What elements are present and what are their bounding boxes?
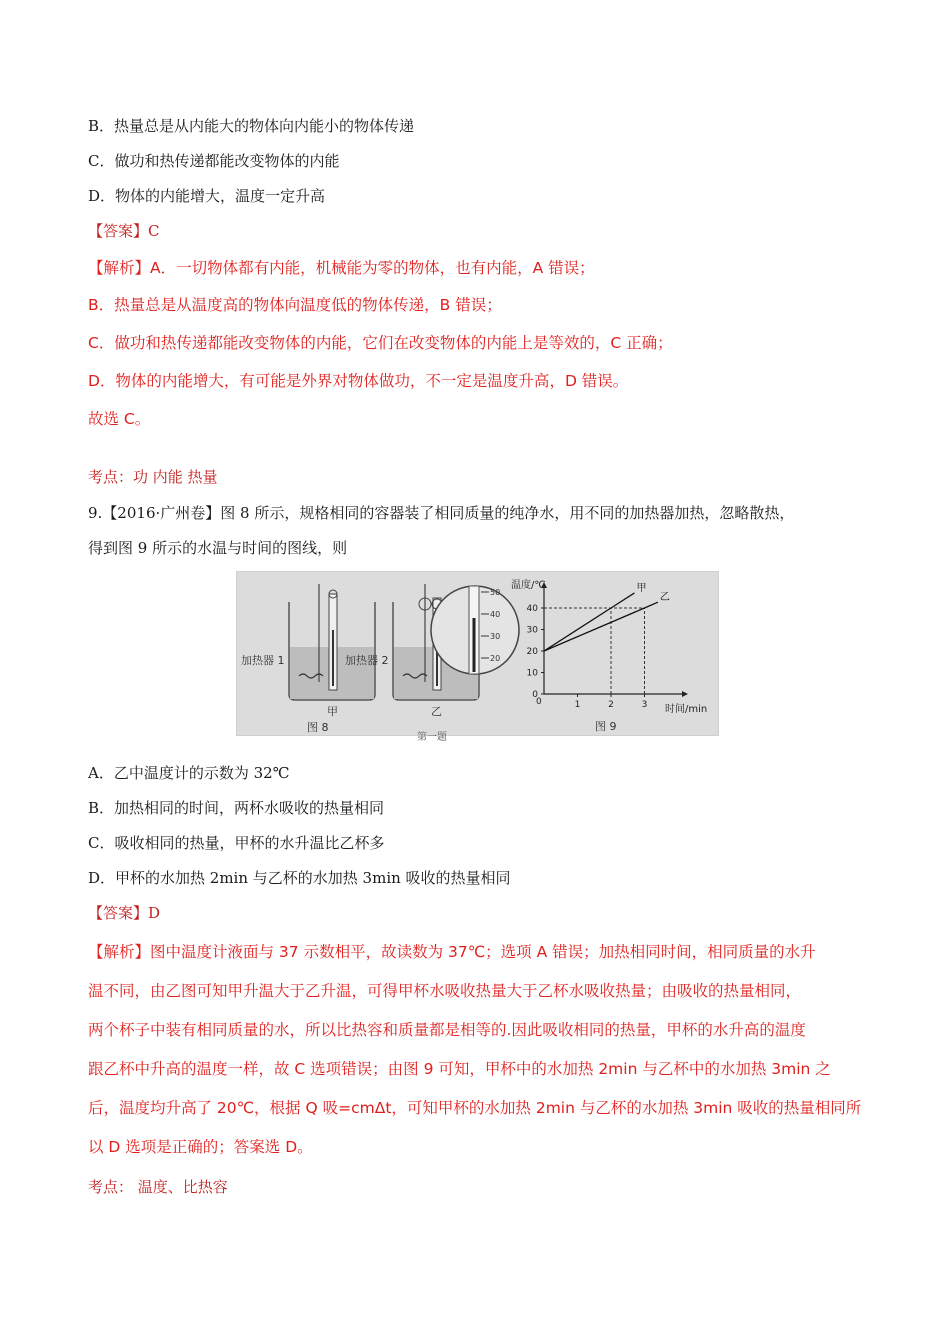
q9-analysis-line-3: 两个杯子中装有相同质量的水，所以比热容和质量都是相等的.因此吸收相同的热量，甲杯的水升高的温度 [88,1021,806,1039]
q8-analysis-line-4: D．物体的内能增大，有可能是外界对物体做功，不一定是温度升高，D 错误。 [88,372,629,390]
q9-analysis-line-2: 温不同，由乙图可知甲升温大于乙升温，可得甲杯水吸收热量大于乙杯水吸收热量；由吸收的热量相同， [88,982,802,1000]
q8-option-c: C．做功和热传递都能改变物体的内能 [88,152,340,170]
q9-analysis-line-4: 跟乙杯中升高的温度一样，故 C 选项错误；由图 9 可知，甲杯中的水加热 2min 与乙杯中的水加热 3min 之 [88,1060,831,1078]
origin-label: 0 [536,697,542,707]
q8-analysis-line-3: C．做功和热传递都能改变物体的内能，它们在改变物体的内能上是等效的，C 正确； [88,334,673,352]
q9-kaodian: 考点： 温度、比热容 [88,1178,228,1196]
q9-option-b: B．加热相同的时间，两杯水吸收的热量相同 [88,799,385,817]
q9-analysis-line-5: 后，温度均升高了 20℃，根据 Q 吸=cmΔt，可知甲杯的水加热 2min 与乙杯的水加热 3min 吸收的热量相同所 [88,1099,862,1117]
q9-option-c: C．吸收相同的热量，甲杯的水升温比乙杯多 [88,834,385,852]
q9-figure [236,571,719,743]
heater-2-label: 加热器 2 [345,654,389,667]
q9-option-d: D．甲杯的水加热 2min 与乙杯的水加热 3min 吸收的热量相同 [88,869,511,887]
figure-partial-caption: 第一题 [417,732,447,743]
q8-option-b: B．热量总是从内能大的物体向内能小的物体传递 [88,117,415,135]
x-axis-arrow [682,691,688,697]
q9-answer: 【答案】D [88,904,161,922]
thermo-tick-40: 40 [490,610,501,619]
thermo-tick-50: 50 [490,588,501,597]
y-tick-label-30: 30 [526,625,538,636]
series-label-jia: 甲 [636,582,647,594]
q9-analysis-line-6: 以 D 选项是正确的；答案选 D。 [88,1138,313,1156]
series-line-yi [544,602,658,651]
beaker-yi-label: 乙 [431,705,442,718]
series-line-jia [544,593,634,651]
y-tick-label-20: 20 [526,647,538,657]
x-tick-label-1: 1 [574,700,581,710]
x-axis-label: 时间/min [665,704,708,715]
figure-8-caption: 图 8 [307,721,329,734]
x-tick-label-3: 3 [641,700,648,710]
y-axis-label: 温度/℃ [511,580,546,591]
y-tick-label-10: 10 [526,668,538,679]
heater-1-label: 加热器 1 [241,654,285,667]
magnified-thermometer [431,586,519,674]
x-tick-label-2: 2 [608,700,614,710]
thermo-tick-30: 30 [490,632,501,641]
q8-answer: 【答案】C [88,222,160,240]
thermo-tick-20: 20 [490,654,501,663]
beaker-jia [289,584,375,700]
q8-analysis-line-1: 【解析】A．一切物体都有内能，机械能为零的物体，也有内能，A 错误； [88,259,595,277]
figure-9-caption: 图 9 [595,720,617,733]
q8-kaodian: 考点：功 内能 热量 [88,468,218,486]
beaker-jia-label: 甲 [327,705,338,718]
q9-analysis-line-1: 【解析】图中温度计液面与 37 示数相平，故读数为 37℃；选项 A 错误；加热相同时间，相同质量的水升 [88,943,816,961]
temperature-time-chart [511,578,707,733]
q9-stem-line-2: 得到图 9 所示的水温与时间的图线，则 [88,539,348,557]
q8-analysis-line-5: 故选 C。 [88,410,151,428]
q8-option-d: D．物体的内能增大，温度一定升高 [88,187,326,205]
y-tick-label-0: 0 [532,690,538,700]
q9-option-a: A．乙中温度计的示数为 32℃ [88,764,290,782]
y-tick-label-40: 40 [526,604,538,614]
q8-analysis-line-2: B．热量总是从温度高的物体向温度低的物体传递，B 错误； [88,296,502,314]
series-label-yi: 乙 [659,592,670,604]
q9-stem-line-1: 9.【2016·广州卷】图 8 所示，规格相同的容器装了相同质量的纯净水，用不同的加热器加热，忽略散热， [88,504,795,522]
